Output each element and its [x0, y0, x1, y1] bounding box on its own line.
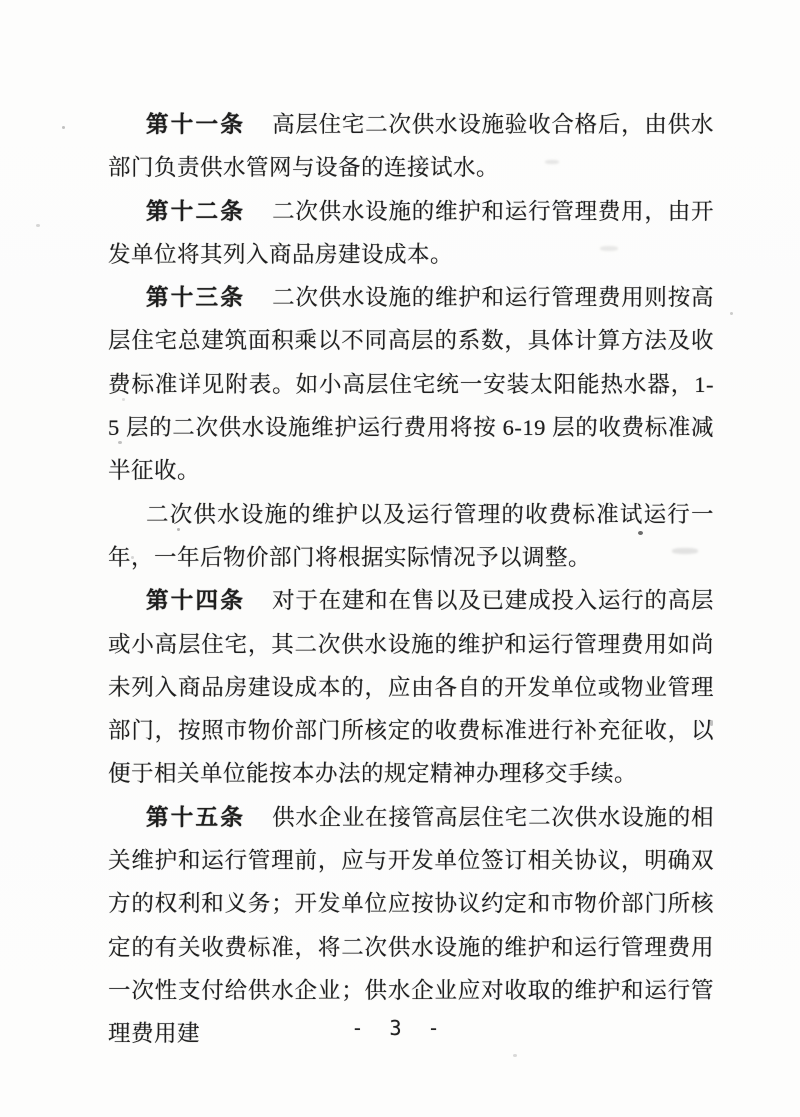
article-11-paragraph [108, 103, 714, 190]
scan-speckle [36, 224, 40, 227]
article-13-number: 第十三条 [146, 285, 246, 311]
article-12-paragraph [108, 190, 714, 277]
article-12-number: 第十二条 [146, 198, 246, 224]
article-15-number: 第十五条 [146, 804, 246, 830]
article-15-text: 供水企业在接管高层住宅二次供水设施的相关维护和运行管理前，应与开发单位签订相关协议，明确双方的权利和义务；开发单位应按协议约定和市物价部门所核定的有关收费标准，将二次供水设施的维护和运行管理费用一次性支付给供水企业；供水企业应对收取的维护和运行管理费用建 [108, 804, 714, 1047]
scan-speckle [730, 312, 733, 315]
article-12-text: 二次供水设施的维护和运行管理费用，由开发单位将其列入商品房建设成本。 [108, 198, 714, 267]
article-14-paragraph [108, 579, 714, 795]
document-body [108, 103, 714, 1056]
article-14-number: 第十四条 [146, 588, 246, 614]
trial-period-text: 二次供水设施的维护以及运行管理的收费标准试运行一年，一年后物价部门将根据实际情况予以调整。 [108, 501, 714, 570]
trial-period-paragraph [108, 493, 714, 580]
page-number: - 3 - [351, 1016, 447, 1040]
article-13-text: 二次供水设施的维护和运行管理费用则按高层住宅总建筑面积乘以不同高层的系数，具体计算方法及收费标准详见附表。如小高层住宅统一安装太阳能热水器，1-5 层的二次供水设施维护运行费用将按 6-19 层的收费标准减半征收。 [108, 285, 714, 484]
article-13-paragraph [108, 276, 714, 492]
article-11-number: 第十一条 [146, 112, 246, 137]
article-11-text: 高层住宅二次供水设施验收合格后，由供水部门负责供水管网与设备的连接试水。 [108, 112, 714, 181]
scan-speckle [62, 126, 65, 129]
article-14-text: 对于在建和在售以及已建成投入运行的高层或小高层住宅，其二次供水设施的维护和运行管理费用如尚未列入商品房建设成本的，应由各自的开发单位或物业管理部门，按照市物价部门所核定的收费标准进行补充征收，以便于相关单位能按本办法的规定精神办理移交手续。 [108, 588, 714, 787]
